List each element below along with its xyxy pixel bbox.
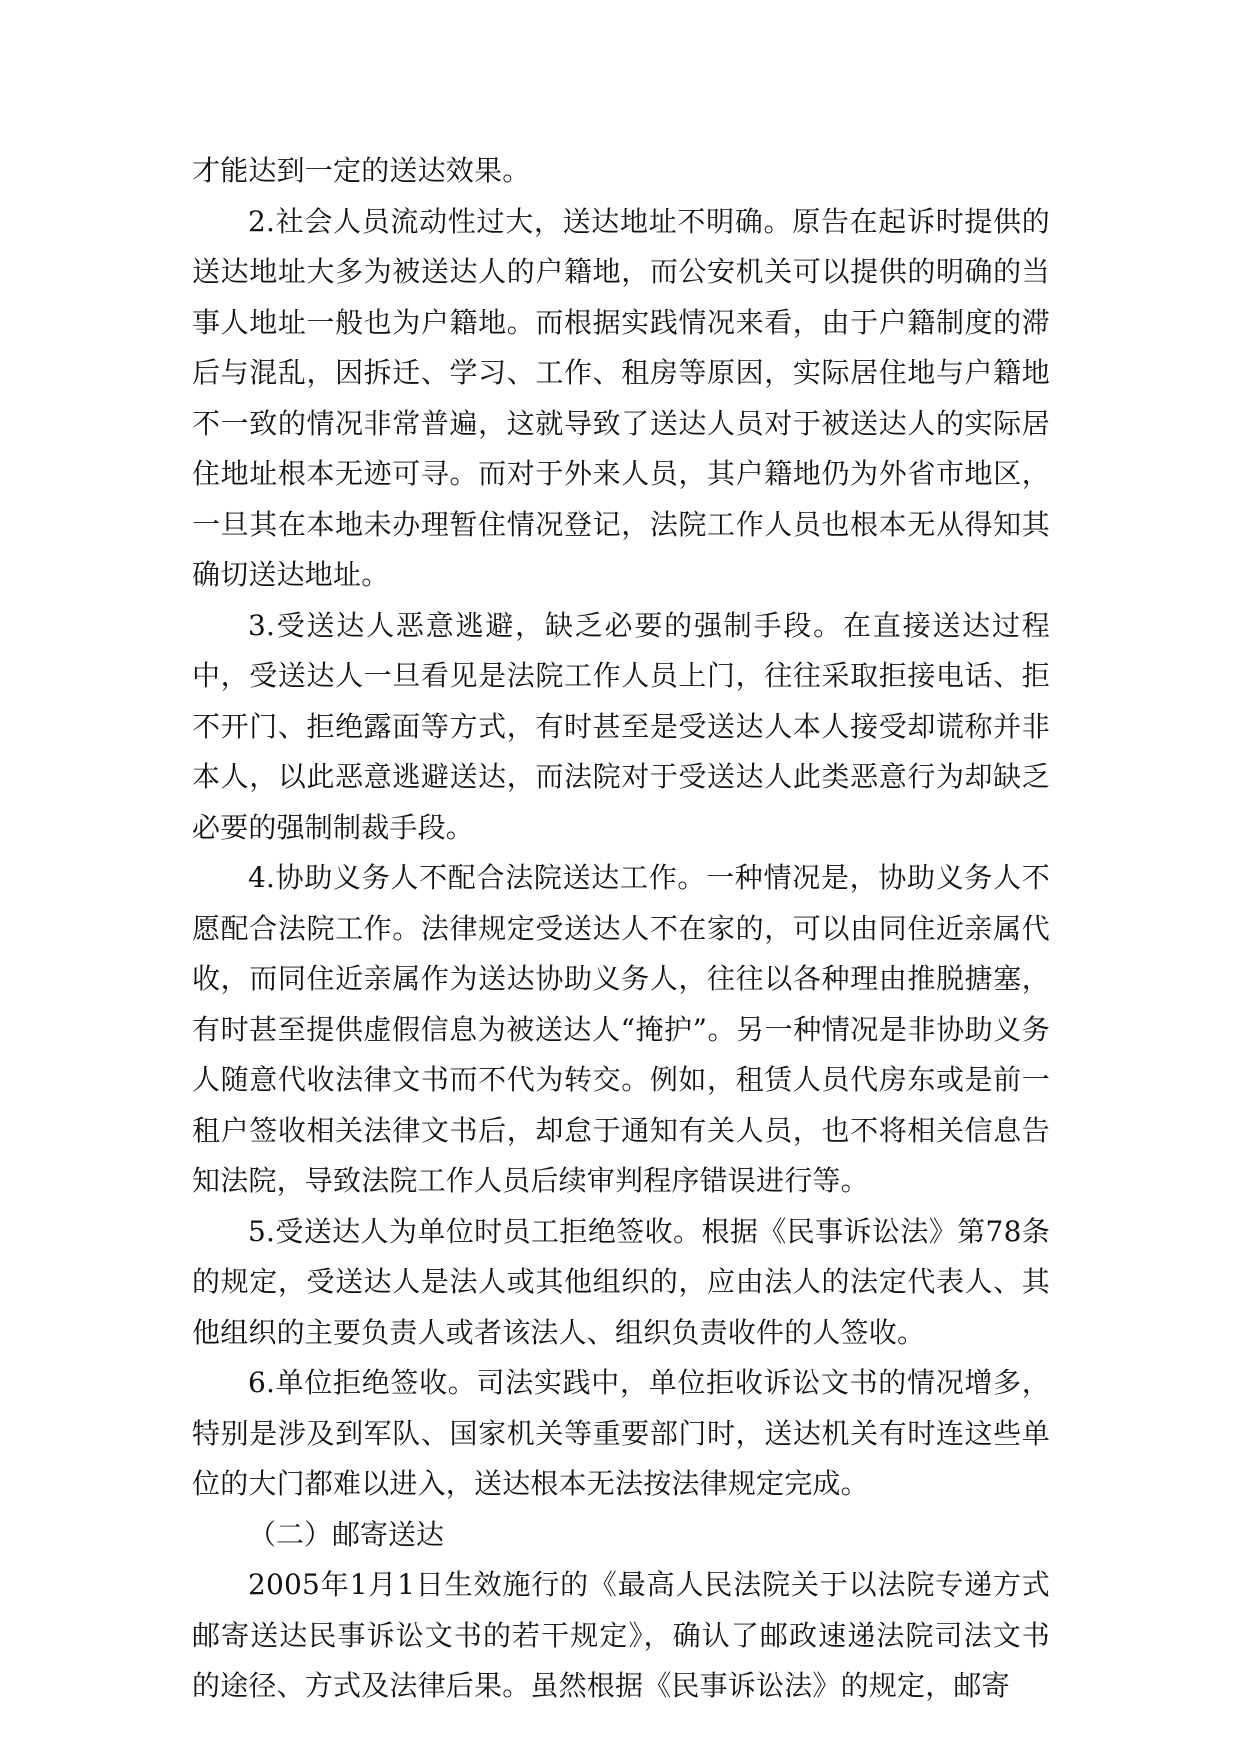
body-text bbox=[192, 146, 1050, 1712]
paragraph-item-4: 4.协助义务人不配合法院送达工作。一种情况是，协助义务人不愿配合法院工作。法律规定受送达人不在家的，可以由同住近亲属代收，而同住近亲属作为送达协助义务人，往往以各种理由推脱搪塞，有时甚至提供虚假信息为被送达人“掩护”。另一种情况是非协助义务人随意代收法律文书而不代为转交。例如，租赁人员代房东或是前一租户签收相关法律文书后，却怠于通知有关人员，也不将相关信息告知法院，导致法院工作人员后续审判程序错误进行等。 bbox=[192, 861, 1050, 1197]
paragraph-item-3: 3.受送达人恶意逃避，缺乏必要的强制手段。在直接送达过程中，受送达人一旦看见是法院工作人员上门，往往采取拒接电话、拒不开门、拒绝露面等方式，有时甚至是受送达人本人接受却谎称并非本人，以此恶意逃避送达，而法院对于受送达人此类恶意行为却缺乏必要的强制制裁手段。 bbox=[192, 608, 1050, 844]
paragraph-continued: 才能达到一定的送达效果。 bbox=[192, 154, 531, 187]
paragraph-postal-delivery: 2005年1月1日生效施行的《最高人民法院关于以法院专递方式邮寄送达民事诉讼文书的若干规定》，确认了邮政速递法院司法文书的途径、方式及法律后果。虽然根据《民事诉讼法》的规定，邮寄 bbox=[192, 1568, 1050, 1702]
section-heading: （二）邮寄送达 bbox=[248, 1517, 445, 1551]
paragraph-item-5: 5.受送达人为单位时员工拒绝签收。根据《民事诉讼法》第78条的规定，受送达人是法人或其他组织的，应由法人的法定代表人、其他组织的主要负责人或者该法人、组织负责收件的人签收。 bbox=[192, 1214, 1050, 1349]
paragraph-item-6: 6.单位拒绝签收。司法实践中，单位拒收诉讼文书的情况增多，特别是涉及到军队、国家机关等重要部门时，送达机关有时连这些单位的大门都难以进入，送达根本无法按法律规定完成。 bbox=[192, 1366, 1050, 1500]
paragraph-item-2: 2.社会人员流动性过大，送达地址不明确。原告在起诉时提供的送达地址大多为被送达人的户籍地，而公安机关可以提供的明确的当事人地址一般也为户籍地。而根据实践情况来看，由于户籍制度的滞后与混乱，因拆迁、学习、工作、租房等原因，实际居住地与户籍地不一致的情况非常普遍，这就导致了送达人员对于被送达人的实际居住地址根本无迹可寻。而对于外来人员，其户籍地仍为外省市地区，一旦其在本地未办理暂住情况登记，法院工作人员也根本无从得知其确切送达地址。 bbox=[192, 204, 1050, 591]
